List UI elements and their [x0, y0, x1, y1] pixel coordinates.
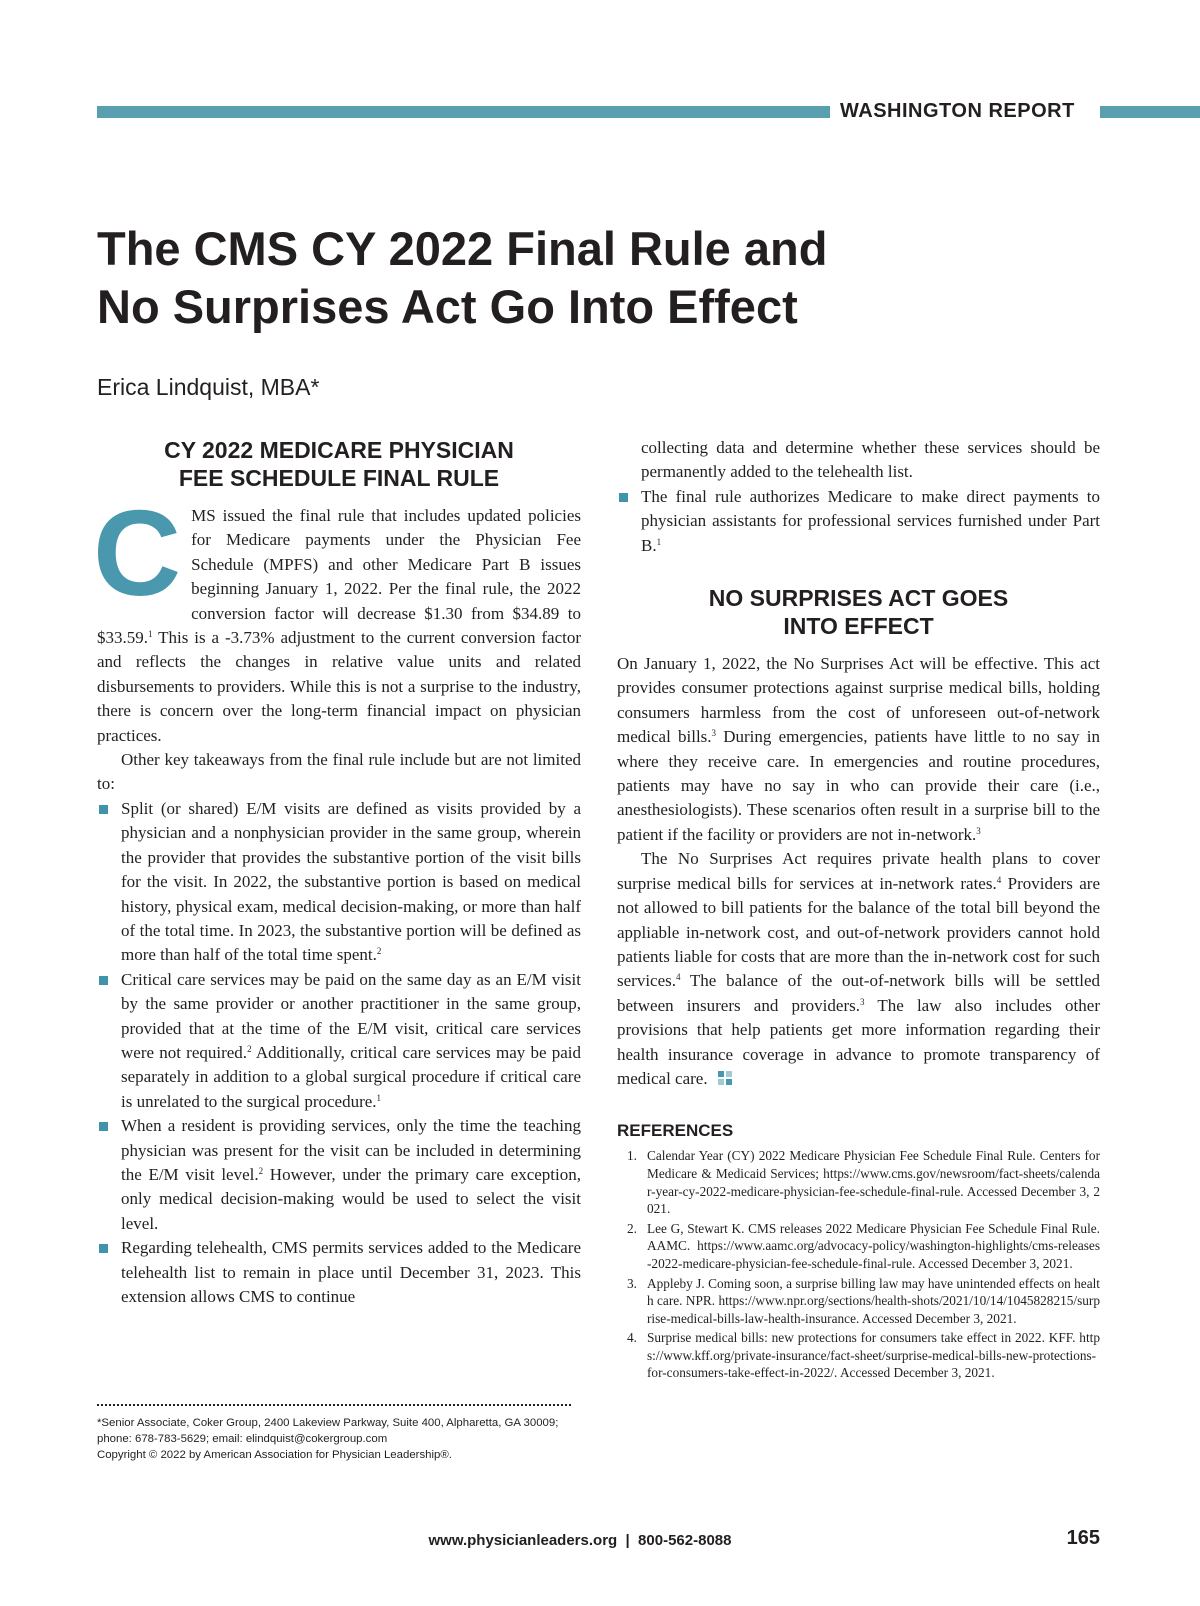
references-list	[617, 1147, 1100, 1382]
paragraph-intro	[93, 485, 581, 748]
list-item	[97, 797, 581, 968]
takeaways-list-continued	[617, 485, 1100, 558]
reference-number: 4.	[627, 1330, 637, 1346]
reference-item	[617, 1147, 1100, 1217]
bullet-square-icon	[619, 493, 628, 502]
paragraph-takeaways: Other key takeaways from the final rule include but are not limited to:	[97, 750, 581, 794]
heading-line: CY 2022 MEDICARE PHYSICIAN	[164, 437, 514, 463]
text-run: The No Surprises Act requires private health plans to cover surprise medical bills for services at in-network rates.	[617, 849, 1100, 893]
footnote-ref: 2	[376, 946, 382, 957]
takeaways-list	[97, 797, 581, 1310]
text-run: Additionally, critical care services may be paid separately in addition to a global surgical procedure if critical care is unrelated to the surgical procedure.	[121, 1042, 582, 1111]
section-label: WASHINGTON REPORT	[840, 100, 1075, 122]
bullet-square-icon	[99, 976, 108, 985]
bullet-square-icon	[99, 1122, 108, 1131]
reference-item	[617, 1275, 1100, 1328]
footnote-ref: 2	[247, 1043, 252, 1054]
list-item	[617, 485, 1100, 558]
reference-number: 3.	[627, 1275, 637, 1291]
text-run: When a resident is providing services, only the time the teaching physician was present for the visit can be included in determining the E/M visit level.	[121, 1116, 581, 1184]
reference-number: 1.	[627, 1148, 637, 1164]
footnote-ref: 4	[676, 972, 681, 983]
footnote-ref: 2	[258, 1165, 264, 1176]
text-run: The final rule authorizes Medicare to make direct payments to physician assistants for professional services furnished under Part B.	[641, 486, 1100, 555]
paragraph-no-surprises-2	[617, 847, 1100, 1091]
article-title-line-1: The CMS CY 2022 Final Rule and	[97, 222, 828, 275]
bullet-square-icon	[99, 805, 108, 814]
text-run: Split (or shared) E/M visits are defined as visits provided by a physician and a nonphysician provider in the same group, wherein the provider that provides the substantive portion of the visit bills for the visit. In 2022, the substantive portion is based on medical history, physical exam, medical decision-making, or more than half of the total time. In 2023, the substantive portion will be defined as more than half of the total time spent.	[121, 798, 581, 965]
text-run: During emergencies, patients have little to no say in where they receive care. In emergencies and routine procedures, patients may have no say in who can provide their care (i.e., anesthesiologists). These scenarios often result in a surprise bill to the patient if the facility or providers are not in-network.	[617, 727, 1100, 844]
footnote-ref: 3	[859, 996, 865, 1007]
footer-website-phone: www.physicianleaders.org | 800-562-8088	[428, 1532, 732, 1549]
footnote-affiliation: *Senior Associate, Coker Group, 2400 Lakeview Parkway, Suite 400, Alpharetta, GA 30009; phone: 678-783-5629; email: elindquist@cokergroup.com	[97, 1417, 559, 1445]
bullet-square-icon	[99, 1244, 108, 1253]
text-run: This is a -3.73% adjustment to the current conversion factor and reflects the changes in relative value units and related disbursements to providers. While this is not a surprise to the industry, there is concern over the long-term financial impact on physician practices.	[97, 628, 581, 745]
list-item	[97, 968, 581, 1114]
text-run: On January 1, 2022, the No Surprises Act will be effective. This act provides consumer protections against surprise medical bills, holding consumers harmless from the cost of unforeseen out-of-network medical bills.	[617, 654, 1100, 747]
text-run: The law also includes other provisions that help patients get more information regarding their health insurance coverage in advance to promote transparency of medical care.	[617, 995, 1100, 1088]
heading-line: INTO EFFECT	[783, 613, 934, 640]
text-run: Critical care services may be paid on the same day as an E/M visit by the same provider or another practitioner in the same group, provided that at the time of the E/M visit, critical care services were not required.	[121, 969, 581, 1062]
reference-text: Lee G, Stewart K. CMS releases 2022 Medicare Physician Fee Schedule Final Rule. AAMC. https://www.aamc.org/advocacy-policy/washington-highlights/cms-releases-2022-medicare-physician-fee-schedule-final-rule. Accessed December 3, 2021.	[647, 1220, 1100, 1271]
list-item	[97, 1114, 581, 1236]
footnote-copyright: Copyright © 2022 by American Association for Physician Leadership®.	[97, 1449, 452, 1461]
header-band-left	[97, 106, 830, 118]
left-column	[93, 436, 582, 1309]
paragraph-no-surprises-1	[617, 652, 1100, 847]
right-column	[617, 436, 1100, 1384]
heading-line: FEE SCHEDULE FINAL RULE	[178, 465, 500, 491]
text-run: MS issued the final rule that includes updated policies for Medicare payments under the Physician Fee Schedule (MPFS) and other Medicare Part B issues beginning January 1, 2022. Per the final rule, the 2022 conversion factor will decrease $1.30 from $34.89 to $33.59.	[97, 506, 581, 648]
section-heading-fee-schedule	[97, 436, 581, 492]
text-run: The balance of the out-of-network bills will be settled between insurers and providers.	[617, 971, 1100, 1015]
footnote-divider	[97, 1404, 571, 1406]
text-run: However, under the primary care exception, only medical decision-making would be used to select the visit level.	[121, 1164, 581, 1233]
footnote-ref: 3	[711, 728, 717, 739]
article-title-line-2: No Surprises Act Go Into Effect	[97, 280, 798, 333]
article-title	[97, 220, 997, 336]
section-heading-no-surprises	[617, 584, 1100, 640]
reference-item	[617, 1329, 1100, 1382]
footnote-ref: 1	[148, 629, 153, 640]
footnote-ref: 1	[376, 1092, 382, 1103]
drop-cap: C	[93, 485, 182, 621]
footnote-ref: 4	[996, 874, 1002, 885]
list-item-continuation: collecting data and determine whether these services should be permanently added to the telehealth list.	[641, 438, 1100, 482]
list-item	[97, 1236, 581, 1309]
reference-item	[617, 1220, 1100, 1273]
references-heading: REFERENCES	[617, 1121, 734, 1141]
page-number: 165	[1066, 1527, 1100, 1549]
reference-text: Calendar Year (CY) 2022 Medicare Physician Fee Schedule Final Rule. Centers for Medicare & Medicaid Services; https://www.cms.gov/newsroom/fact-sheets/calendar-year-cy-2022-medicare-physician-fee-schedule-final-rule. Accessed December 3, 2021.	[647, 1148, 1100, 1217]
reference-number: 2.	[627, 1220, 637, 1236]
footnote-ref: 1	[656, 536, 662, 547]
text-run: Regarding telehealth, CMS permits services added to the Medicare telehealth list to remain in place until December 31, 2023. This extension allows CMS to continue	[121, 1238, 581, 1306]
reference-text: Surprise medical bills: new protections for consumers take effect in 2022. KFF. https://www.kff.org/private-insurance/fact-sheet/surprise-medical-bills-new-protections-for-consumers-take-effect-in-2022/. Accessed December 3, 2021.	[647, 1330, 1100, 1381]
footnote-ref: 3	[976, 825, 981, 836]
article-author: Erica Lindquist, MBA*	[97, 374, 320, 400]
reference-text: Appleby J. Coming soon, a surprise billing law may have unintended effects on health care. NPR. https://www.npr.org/sections/health-shots/2021/10/14/1045828215/surprise-medical-bills-law-health-insurance. Accessed December 3, 2021.	[647, 1275, 1100, 1326]
author-footnote	[97, 1415, 577, 1463]
header-band-right	[1100, 106, 1200, 118]
heading-line: NO SURPRISES ACT GOES	[708, 585, 1009, 612]
text-run: Providers are not allowed to bill patients for the balance of the total bill beyond the appliable in-network cost, and out-of-network providers cannot hold patients liable for costs that are more than the in-network cost for such services.	[617, 873, 1100, 991]
end-of-article-icon	[718, 1071, 732, 1085]
